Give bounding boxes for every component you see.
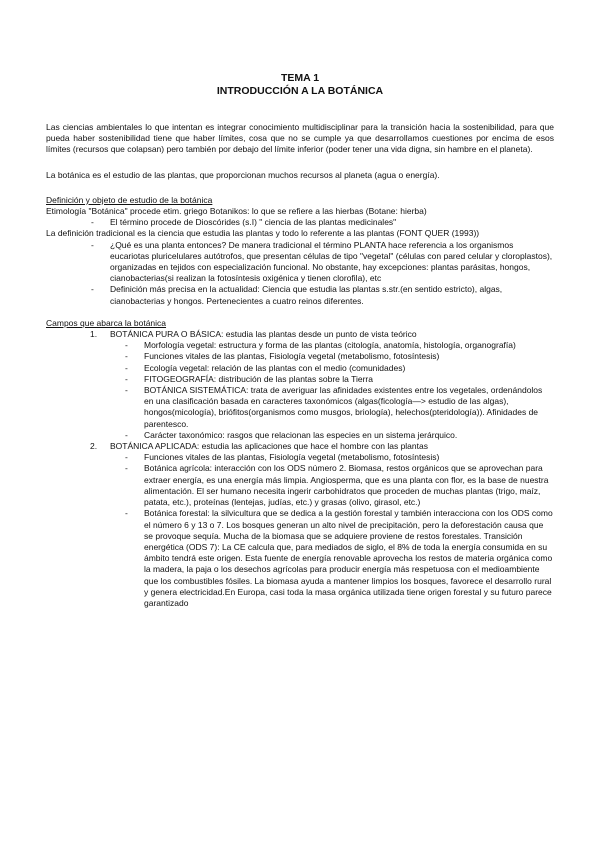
list-item: - Definición más precisa en la actualidad: Ciencia que estudia las plantas s.str.(en sentido estricto), algas, cianobacterias y hongos. Pertenecientes a cuatro reinos diferentes.: [110, 284, 554, 306]
traditional-definition: La definición tradicional es la ciencia que estudia las plantas y todo lo referente a las plantas (FONT QUER (1993)): [46, 228, 480, 239]
section-definition: [46, 195, 554, 307]
list-item: - Funciones vitales de las plantas, Fisiología vegetal (metabolismo, fotosíntesis): [144, 351, 554, 362]
etymology-line: Etimología "Botánica" procede etim. griego Botanikos: lo que se refiere a las hierbas (Botane: hierba): [46, 206, 427, 217]
botany-definition: La botánica es el estudio de las plantas, que proporcionan muchos recursos al planeta (agua o energía).: [46, 169, 440, 180]
group-number: 1.: [90, 329, 98, 340]
title-main: INTRODUCCIÓN A LA BOTÁNICA: [216, 85, 384, 97]
group-number: 2.: [90, 441, 98, 452]
section-heading: Definición y objeto de estudio de la botánica: [46, 194, 213, 205]
list-item: - El término procede de Dioscórides (s.I) " ciencia de las plantas medicinales": [110, 217, 554, 228]
list-item: - ¿Qué es una planta entonces? De manera tradicional el término PLANTA hace referencia a los organismos eucariotas pluricelulares autótrofos, que presentan células de tipo "vegetal" (células con pared celular y cloroplastos), organizadas en tejidos con especialización funcional. No obstante, hay excepciones: plantas parásitas, hongos, cianobacterias(si realizan la fotosíntesis oxigénica y tienen clorofila), etc: [110, 240, 554, 285]
list-item: - BOTÁNICA SISTEMÁTICA: trata de averiguar las afinidades existentes entre los vegetales, ordenándolos en una clasificación basada en caracteres taxonómicos (algas(ficología—> estudio de las algas), hongos(micología), briófitos(organismos como musgos, briología), helechos(pteridología)). Afinidades de parentesco.: [144, 385, 554, 430]
list-item: - FITOGEOGRAFÍA: distribución de las plantas sobre la Tierra: [144, 374, 554, 385]
etymology-list: [110, 217, 554, 228]
group-items: [144, 452, 554, 609]
list-item: - Funciones vitales de las plantas, Fisiología vegetal (metabolismo, fotosíntesis): [144, 452, 554, 463]
field-group: [46, 441, 554, 609]
field-group: [46, 329, 554, 441]
section-fields: [46, 318, 554, 609]
group-items: [144, 340, 554, 441]
list-item: - Morfología vegetal: estructura y forma de las plantas (citología, anatomía, histología, organografía): [144, 340, 554, 351]
title-topic: TEMA 1: [280, 72, 320, 84]
list-item: - Carácter taxonómico: rasgos que relacionan las especies en un sistema jerárquico.: [144, 430, 554, 441]
group-title: BOTÁNICA PURA O BÁSICA: estudia las plantas desde un punto de vista teórico: [110, 329, 417, 340]
list-item: - Ecología vegetal: relación de las plantas con el medio (comunidades): [144, 363, 554, 374]
group-title: BOTÁNICA APLICADA: estudia las aplicaciones que hace el hombre con las plantas: [110, 441, 428, 452]
fields-list: [46, 329, 554, 609]
section-heading: Campos que abarca la botánica: [46, 317, 167, 328]
definition-list: [110, 240, 554, 307]
intro-paragraph: Las ciencias ambientales lo que intentan es integrar conocimiento multidisciplinar para la transición hacia la sostenibilidad, para que pueda haber sostenibilidad tiene que haber límites, cosa que no se cumple ya que desarrollamos cuestiones por encima de esos límites (recursos que colapsan) pero también por debajo del límite inferior (poder tener una vida digna, sin hambre en el planeta).: [46, 122, 554, 155]
list-item: - Botánica forestal: la silvicultura que se dedica a la gestión forestal y también interacciona con los ODS como el número 6 y 13 o 7. Los bosques generan un alto nivel de precipitación, pero la deforestación causa que se provoque sequía. Mucha de la biomasa que se adquiere proviene de restos forestales. Transición energética (ODS 7): La CE calcula que, para mediados de siglo, el 8% de toda la energía consumida en su ámbito tendrá este origen. Esta fuente de energía renovable aprovecha los restos de materia orgánica como la madera, la paja o los desechos agrícolas para producir energía más respetuosa con el medioambiente que los combustibles fósiles. La biomasa ayuda a mantener limpios los bosques, favorece el desarrollo rural y genera electricidad.En Europa, casi toda la masa orgánica utilizada tiene origen forestal y su futuro parece garantizado: [144, 508, 554, 609]
list-item: - Botánica agrícola: interacción con los ODS número 2. Biomasa, restos orgánicos que se aprovechan para extraer energía, es una energía más limpia. Angiosperma, que es una planta con flor, es la base de nuestra alimentación. El ser humano necesita ingerir carbohidratos que proceden de muchas plantas (trigo, maíz, patata, etc.), proteínas (lentejas, judías, etc.) y grasas (olivo, girasol, etc.): [144, 463, 554, 508]
